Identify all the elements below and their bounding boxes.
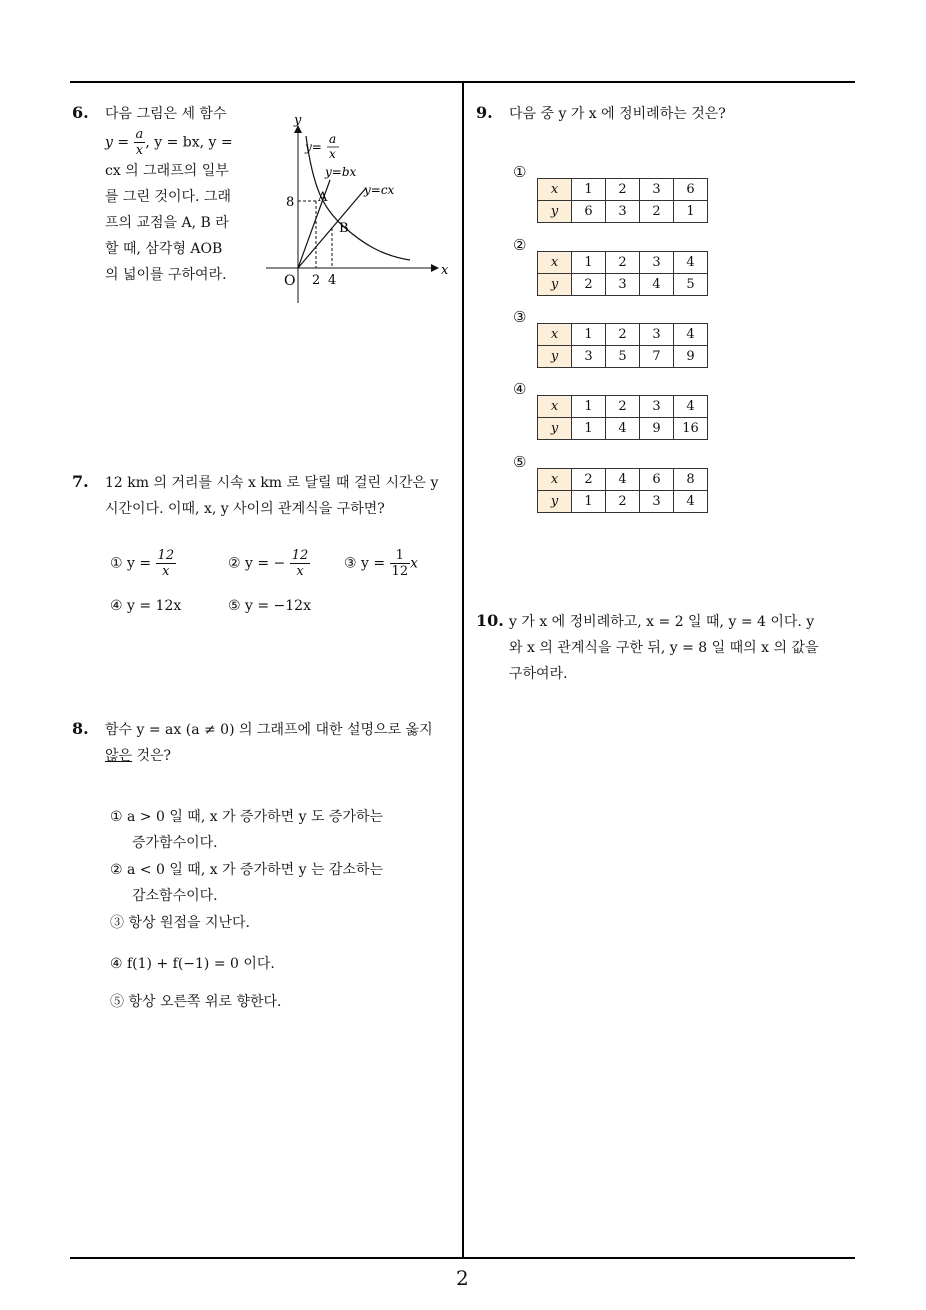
table-cell: 9 bbox=[674, 346, 708, 368]
q6-graph bbox=[258, 108, 458, 308]
q8-option-4[interactable]: ④ f(1) + f(−1) = 0 이다. bbox=[110, 956, 275, 972]
table-row bbox=[538, 469, 708, 491]
table-row bbox=[538, 418, 708, 440]
table-cell: 2 bbox=[606, 324, 640, 346]
table-cell: 8 bbox=[674, 469, 708, 491]
table-cell: 1 bbox=[572, 252, 606, 274]
table-row bbox=[538, 179, 708, 201]
question-9-number: 9. bbox=[476, 103, 493, 122]
table-cell: 6 bbox=[674, 179, 708, 201]
table-cell: 4 bbox=[606, 418, 640, 440]
q7-option-3[interactable]: ③ y = $\frac{1}{12}$ x bbox=[344, 548, 418, 579]
q8-option-5[interactable]: ⑤ 항상 오른쪽 위로 향한다. bbox=[110, 994, 282, 1010]
q6-fraction: $\frac{a}{x}$ bbox=[135, 127, 144, 158]
page-number: 2 bbox=[456, 1266, 469, 1290]
table-cell: 1 bbox=[572, 179, 606, 201]
q8-option-2[interactable]: ② a < 0 일 때, x 가 증가하면 y 는 감소하는 감소함수이다. bbox=[110, 862, 384, 904]
table-cell: 3 bbox=[640, 324, 674, 346]
q6-line-2: y = $\frac{a}{x}$ , y = bx, y = bbox=[105, 127, 233, 158]
table-row bbox=[538, 346, 708, 368]
table-cell: 1 bbox=[572, 491, 606, 513]
table-cell: 3 bbox=[606, 201, 640, 223]
table-cell: 4 bbox=[674, 252, 708, 274]
q9-option-5-table bbox=[537, 468, 708, 513]
q9-text: 다음 중 y 가 x 에 정비례하는 것은? bbox=[509, 106, 726, 122]
q9-option-5-mark[interactable]: ⑤ bbox=[513, 453, 527, 471]
table-cell: 3 bbox=[572, 346, 606, 368]
q6-line-3: cx 의 그래프의 일부 bbox=[105, 163, 229, 179]
table-cell: 3 bbox=[640, 179, 674, 201]
q6-line-1: 다음 그림은 세 함수 bbox=[105, 106, 227, 122]
table-cell: 5 bbox=[606, 346, 640, 368]
label-yax: y= bbox=[305, 140, 322, 154]
q7-line-2: 시간이다. 이때, x, y 사이의 관계식을 구하면? bbox=[105, 501, 385, 517]
table-cell: 16 bbox=[674, 418, 708, 440]
table-header-cell: x bbox=[538, 396, 572, 418]
q9-option-3-mark[interactable]: ③ bbox=[513, 308, 527, 326]
table-header-cell: y bbox=[538, 418, 572, 440]
q7-option-2[interactable]: ② y = − $\frac{12}{x}$ bbox=[228, 548, 309, 579]
table-header-cell: y bbox=[538, 274, 572, 296]
q8-option-1[interactable]: ① a > 0 일 때, x 가 증가하면 y 도 증가하는 증가함수이다. bbox=[110, 809, 384, 851]
q10-line-2: 와 x 의 관계식을 구한 뒤, y = 8 일 때의 x 의 값을 bbox=[509, 640, 819, 656]
q6-line-6: 할 때, 삼각형 AOB bbox=[105, 241, 223, 257]
table-cell: 6 bbox=[572, 201, 606, 223]
table-row bbox=[538, 491, 708, 513]
tick-4: 4 bbox=[328, 273, 337, 288]
bottom-rule bbox=[70, 1257, 855, 1259]
table-cell: 2 bbox=[606, 179, 640, 201]
q9-option-1-mark[interactable]: ① bbox=[513, 163, 527, 181]
tick-2: 2 bbox=[312, 273, 321, 288]
table-cell: 6 bbox=[640, 469, 674, 491]
table-cell: 1 bbox=[572, 396, 606, 418]
q9-option-3-table bbox=[537, 323, 708, 368]
table-header-cell: x bbox=[538, 469, 572, 491]
table-cell: 1 bbox=[572, 324, 606, 346]
table-header-cell: y bbox=[538, 491, 572, 513]
label-ycx: y=cx bbox=[364, 183, 395, 197]
question-6-number: 6. bbox=[72, 103, 89, 122]
table-header-cell: y bbox=[538, 346, 572, 368]
q9-option-2-table bbox=[537, 251, 708, 296]
q10-line-3: 구하여라. bbox=[509, 666, 568, 682]
q10-line-1: y 가 x 에 정비례하고, x = 2 일 때, y = 4 이다. y bbox=[509, 614, 815, 630]
table-row bbox=[538, 201, 708, 223]
q8-line-1: 함수 y = ax (a ≠ 0) 의 그래프에 대한 설명으로 옳지 bbox=[105, 722, 433, 738]
table-cell: 4 bbox=[674, 324, 708, 346]
q8-underline-word: 않은 bbox=[105, 748, 133, 764]
table-cell: 7 bbox=[640, 346, 674, 368]
question-10-number: 10. bbox=[476, 611, 504, 630]
table-header-cell: x bbox=[538, 324, 572, 346]
label-yax-den: x bbox=[329, 147, 336, 161]
q8-option-3[interactable]: ③ 항상 원점을 지난다. bbox=[110, 915, 250, 931]
table-header-cell: y bbox=[538, 201, 572, 223]
table-cell: 2 bbox=[606, 252, 640, 274]
label-ybx: y=bx bbox=[325, 165, 357, 179]
table-cell: 2 bbox=[640, 201, 674, 223]
table-cell: 2 bbox=[572, 274, 606, 296]
q9-option-1-table bbox=[537, 178, 708, 223]
point-a-label: A bbox=[318, 190, 328, 205]
table-cell: 1 bbox=[674, 201, 708, 223]
question-6-text bbox=[105, 101, 255, 288]
tick-8: 8 bbox=[286, 195, 295, 210]
q6-line-4: 를 그린 것이다. 그래 bbox=[105, 189, 231, 205]
q9-option-2-mark[interactable]: ② bbox=[513, 236, 527, 254]
q6-line-7: 의 넓이를 구하여라. bbox=[105, 267, 227, 283]
q7-option-4[interactable]: ④ y = 12x bbox=[110, 598, 182, 614]
q9-option-4-table bbox=[537, 395, 708, 440]
origin-label: O bbox=[284, 273, 296, 289]
table-cell: 2 bbox=[606, 491, 640, 513]
table-cell: 1 bbox=[572, 418, 606, 440]
table-cell: 4 bbox=[640, 274, 674, 296]
q7-option-5[interactable]: ⑤ y = −12x bbox=[228, 598, 311, 614]
column-divider bbox=[462, 82, 464, 1258]
question-8-number: 8. bbox=[72, 719, 89, 738]
table-cell: 3 bbox=[606, 274, 640, 296]
q9-option-4-mark[interactable]: ④ bbox=[513, 380, 527, 398]
table-cell: 3 bbox=[640, 252, 674, 274]
table-cell: 3 bbox=[640, 491, 674, 513]
table-cell: 5 bbox=[674, 274, 708, 296]
q6-line-5: 프의 교점을 A, B 라 bbox=[105, 215, 229, 231]
table-cell: 4 bbox=[674, 491, 708, 513]
table-row bbox=[538, 324, 708, 346]
table-header-cell: x bbox=[538, 179, 572, 201]
label-yax-num: a bbox=[329, 132, 337, 146]
y-axis-label: y bbox=[294, 113, 302, 128]
q7-option-1[interactable]: ① y = $\frac{12}{x}$ bbox=[110, 548, 175, 579]
table-row bbox=[538, 396, 708, 418]
table-cell: 3 bbox=[640, 396, 674, 418]
table-cell: 2 bbox=[606, 396, 640, 418]
table-header-cell: x bbox=[538, 252, 572, 274]
point-b-label: B bbox=[339, 221, 349, 236]
table-cell: 9 bbox=[640, 418, 674, 440]
x-axis-label: x bbox=[441, 263, 449, 278]
table-cell: 2 bbox=[572, 469, 606, 491]
table-row bbox=[538, 274, 708, 296]
question-7-number: 7. bbox=[72, 472, 89, 491]
q8-line-2: 않은 것은? bbox=[105, 748, 172, 764]
table-row bbox=[538, 252, 708, 274]
table-cell: 4 bbox=[674, 396, 708, 418]
table-cell: 4 bbox=[606, 469, 640, 491]
q7-line-1: 12 km 의 거리를 시속 x km 로 달릴 때 걸린 시간은 y bbox=[105, 475, 439, 491]
